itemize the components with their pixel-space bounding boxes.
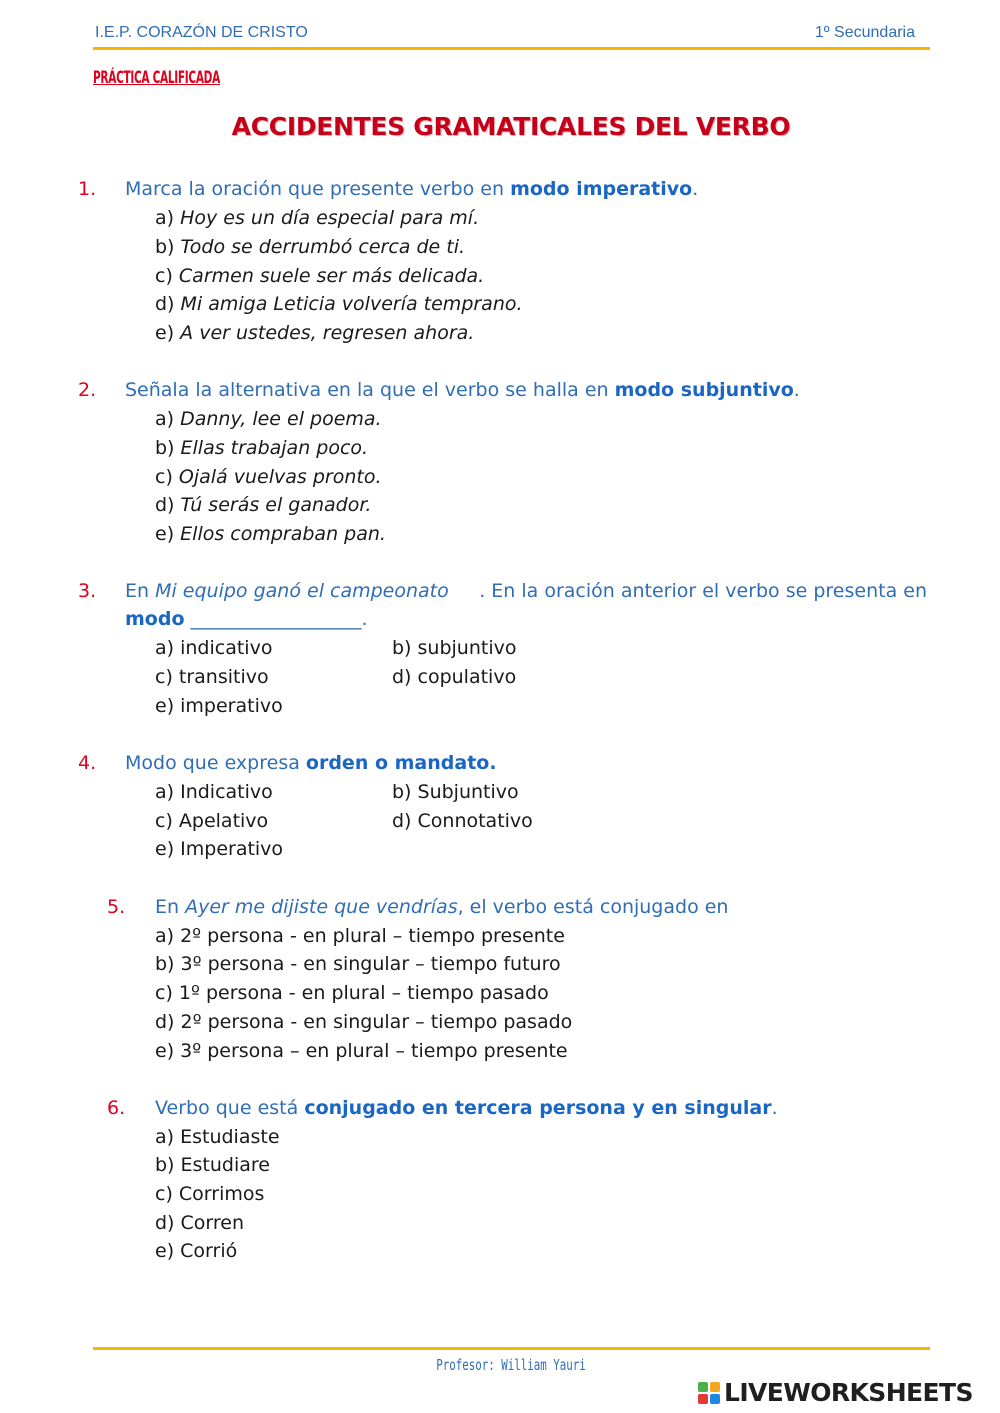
question-stem-line2 [125, 608, 368, 630]
option-letter: e) [155, 322, 181, 344]
footer-divider [93, 1347, 930, 1350]
option-text: A ver ustedes, regresen ahora. [180, 322, 475, 344]
teacher-name: Profesor: William Yauri [436, 1356, 586, 1374]
option-e[interactable] [155, 322, 474, 344]
option-c[interactable]: c) Apelativo [155, 810, 269, 832]
stem-text-end: , el verbo está conjugado en [457, 896, 729, 918]
stem-lead [125, 580, 449, 602]
question-stem [125, 379, 800, 401]
question-number: 5. [107, 896, 126, 918]
brand-wordmark: LIVEWORKSHEETS [724, 1378, 973, 1407]
option-d[interactable] [155, 494, 371, 516]
option-text: Ellas trabajan poco. [180, 437, 369, 459]
brand-grid-icon [698, 1382, 720, 1404]
grade-label: 1º Secundaria [814, 24, 915, 41]
practice-stamp: PRÁCTICA CALIFICADA [93, 68, 220, 88]
option-letter: e) [155, 523, 181, 545]
liveworksheets-logo[interactable] [698, 1378, 973, 1407]
question-stem [155, 1097, 778, 1119]
brand-square-orange [710, 1382, 720, 1392]
option-text: Mi amiga Leticia volvería temprano. [180, 293, 523, 315]
option-text: Ojalá vuelvas pronto. [178, 466, 382, 488]
brand-square-blue [710, 1394, 720, 1404]
option-c[interactable]: c) Corrimos [155, 1183, 265, 1205]
option-letter: d) [155, 293, 181, 315]
stem-bold: conjugado en tercera persona y en singular [304, 1097, 772, 1119]
brand-square-red [698, 1394, 708, 1404]
question-stem [125, 580, 927, 602]
option-e[interactable]: e) imperativo [155, 695, 283, 717]
option-b[interactable] [155, 236, 465, 258]
option-a[interactable] [155, 408, 382, 430]
school-name: I.E.P. CORAZÓN DE CRISTO [95, 24, 308, 41]
stem-text-end: . [771, 1097, 778, 1119]
option-c[interactable] [155, 466, 381, 488]
brand-square-green [698, 1382, 708, 1392]
question-number: 3. [78, 580, 97, 602]
question-number: 2. [78, 379, 97, 401]
option-e[interactable]: e) 3º persona – en plural – tiempo presente [155, 1040, 568, 1062]
stem-bold: modo [125, 608, 185, 630]
stem-text-end: . [793, 379, 800, 401]
option-a[interactable]: a) indicativo [155, 637, 273, 659]
option-b[interactable] [155, 437, 368, 459]
option-letter: c) [155, 265, 179, 287]
option-letter: a) [155, 408, 181, 430]
option-c[interactable]: c) 1º persona - en plural – tiempo pasado [155, 982, 549, 1004]
option-b[interactable]: b) subjuntivo [392, 637, 517, 659]
stem-italic: Ayer me dijiste que vendrías [185, 896, 458, 918]
option-b[interactable]: b) Subjuntivo [392, 781, 519, 803]
option-text: Todo se derrumbó cerca de ti. [180, 236, 466, 258]
option-d[interactable]: d) Corren [155, 1212, 245, 1234]
question-number: 6. [107, 1097, 126, 1119]
option-letter: b) [155, 437, 181, 459]
stem-text: Señala la alternativa en la que el verbo se halla en [125, 379, 615, 401]
question-stem [125, 178, 698, 200]
option-a[interactable] [155, 207, 479, 229]
stem-bold: modo subjuntivo [614, 379, 794, 401]
stem-italic: Mi equipo ganó el campeonato [155, 580, 449, 602]
stem-bold: orden o mandato. [305, 752, 497, 774]
option-letter: d) [155, 494, 181, 516]
option-d[interactable]: d) 2º persona - en singular – tiempo pasado [155, 1011, 573, 1033]
option-a[interactable]: a) Estudiaste [155, 1126, 280, 1148]
option-d[interactable] [155, 293, 523, 315]
option-b[interactable]: b) Estudiare [155, 1154, 270, 1176]
option-letter: a) [155, 207, 181, 229]
option-text: Tú serás el ganador. [180, 494, 372, 516]
stem-text: En [125, 580, 156, 602]
header-divider [93, 47, 930, 50]
question-stem [155, 896, 728, 918]
stem-text-end: . En la oración anterior el verbo se presenta en [479, 580, 927, 602]
option-c[interactable] [155, 265, 484, 287]
stem-text: Verbo que está [155, 1097, 305, 1119]
page-title: ACCIDENTES GRAMATICALES DEL VERBO [231, 112, 791, 141]
option-a[interactable]: a) 2º persona - en plural – tiempo presente [155, 925, 565, 947]
option-text: Carmen suele ser más delicada. [178, 265, 485, 287]
stem-text: Modo que expresa [125, 752, 306, 774]
option-c[interactable]: c) transitivo [155, 666, 269, 688]
option-e[interactable]: e) Imperativo [155, 838, 284, 860]
stem-text-end: . [692, 178, 699, 200]
stem-text: En [155, 896, 186, 918]
option-text: Danny, lee el poema. [180, 408, 382, 430]
question-number: 4. [78, 752, 97, 774]
option-letter: c) [155, 466, 179, 488]
question-stem [125, 752, 497, 774]
option-d[interactable]: d) copulativo [392, 666, 517, 688]
option-e[interactable] [155, 523, 386, 545]
option-d[interactable]: d) Connotativo [392, 810, 533, 832]
option-b[interactable]: b) 3º persona - en singular – tiempo futuro [155, 953, 561, 975]
option-letter: b) [155, 236, 181, 258]
stem-bold: modo imperativo [510, 178, 693, 200]
answer-blank[interactable]: __________________. [184, 608, 368, 630]
option-text: Ellos compraban pan. [180, 523, 386, 545]
question-number: 1. [78, 178, 97, 200]
option-text: Hoy es un día especial para mí. [180, 207, 480, 229]
stem-text: Marca la oración que presente verbo en [125, 178, 511, 200]
option-e[interactable]: e) Corrió [155, 1240, 238, 1262]
option-a[interactable]: a) Indicativo [155, 781, 273, 803]
